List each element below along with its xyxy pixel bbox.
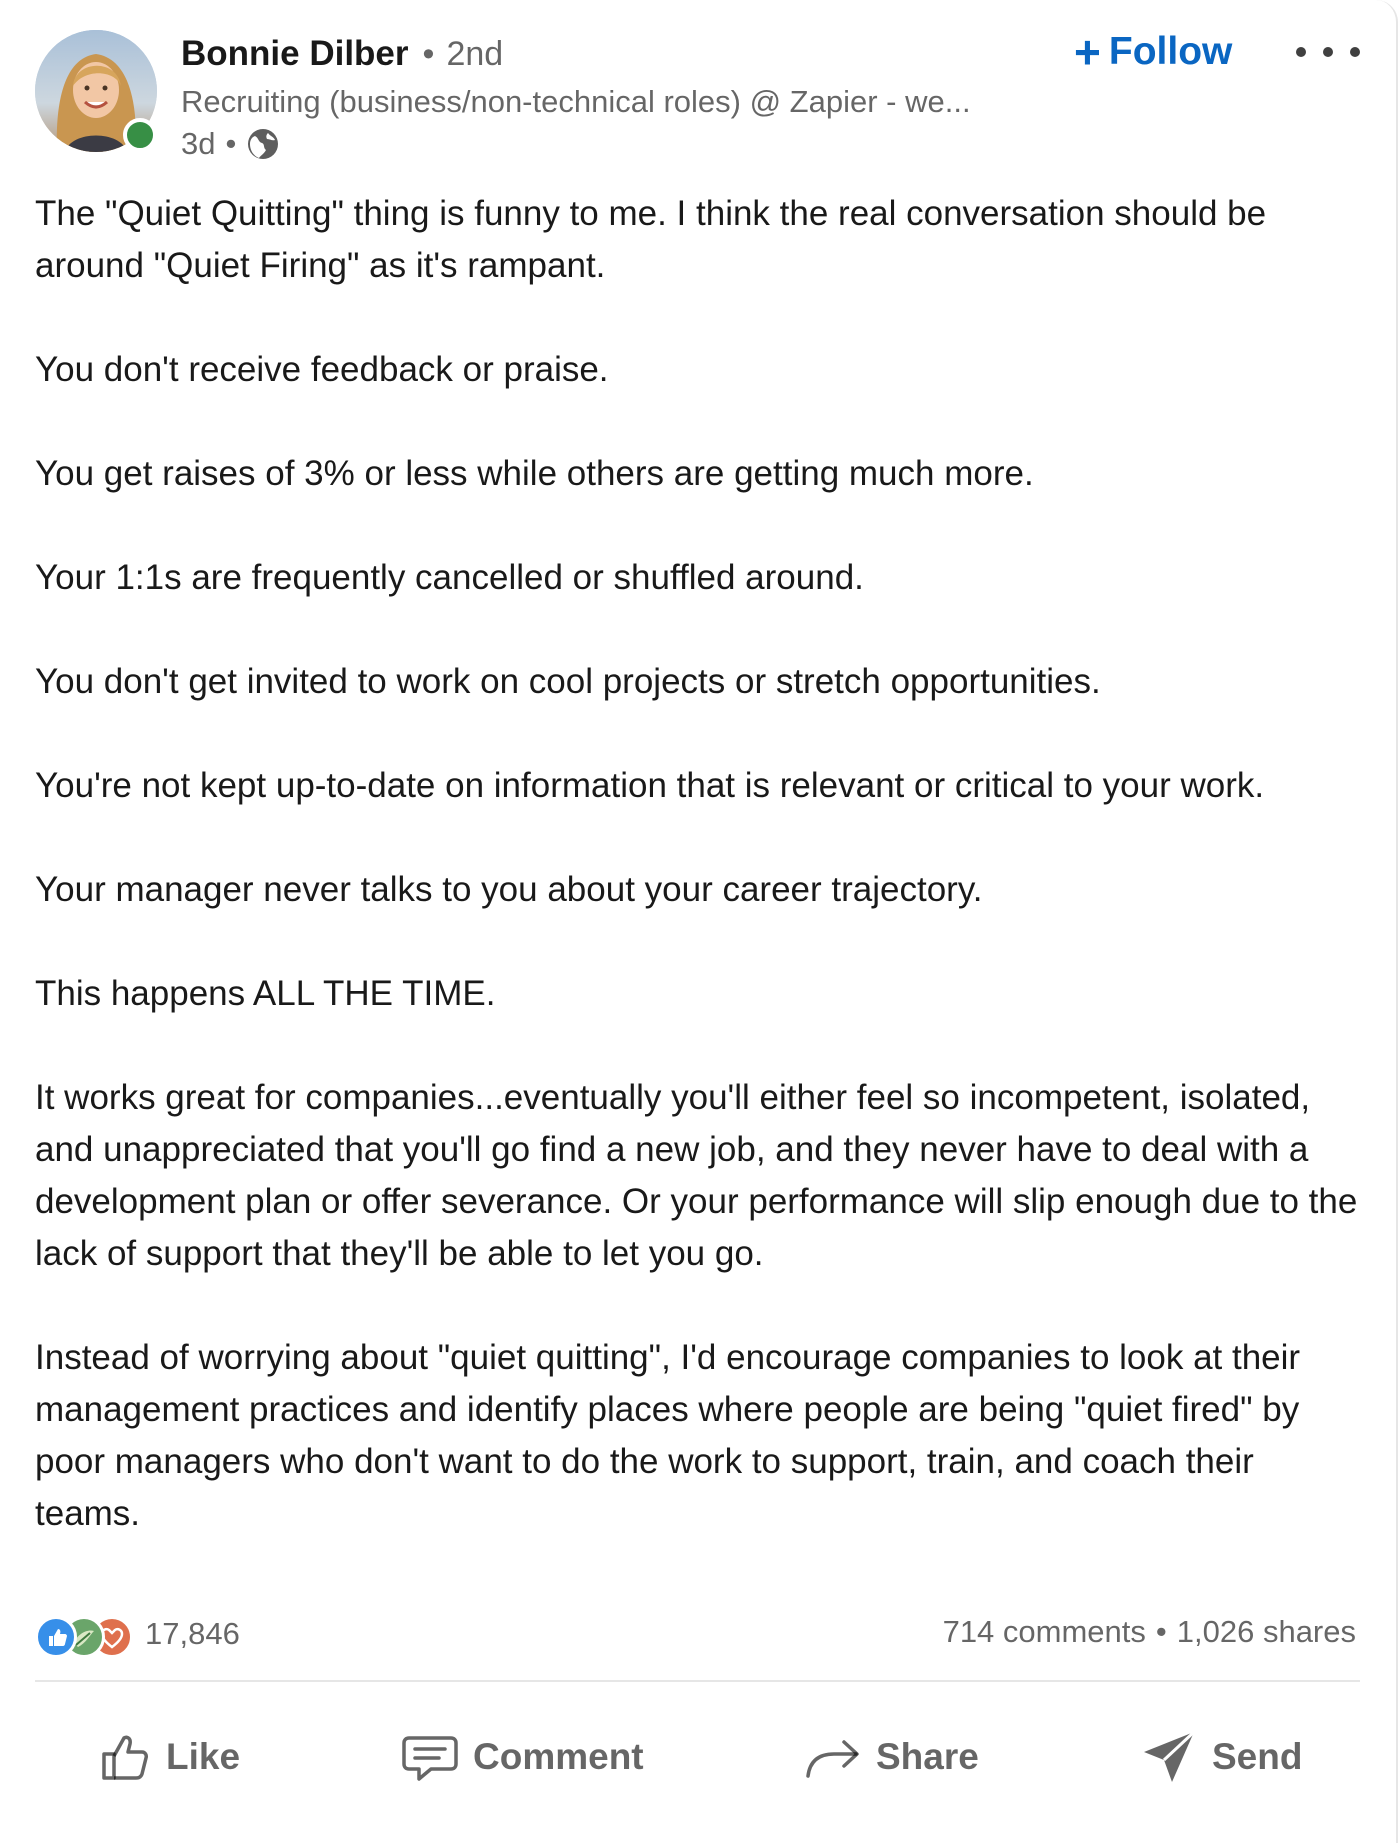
post-text xyxy=(35,188,1365,1540)
reactions-count: 17,846 xyxy=(145,1616,240,1651)
comment-icon xyxy=(401,1730,459,1784)
comments-count-link[interactable]: 714 comments xyxy=(942,1614,1146,1649)
more-options-button[interactable] xyxy=(1296,34,1360,70)
reactions-summary[interactable] xyxy=(35,1612,240,1656)
plus-icon: + xyxy=(1074,26,1101,78)
reaction-icons xyxy=(35,1612,143,1656)
online-status-indicator xyxy=(123,118,157,152)
share-label: Share xyxy=(876,1736,979,1777)
post-paragraph: Your 1:1s are frequently cancelled or shuffled around. xyxy=(35,558,864,597)
author-avatar[interactable] xyxy=(35,30,157,152)
comment-button[interactable] xyxy=(401,1722,644,1792)
send-icon xyxy=(1140,1728,1198,1786)
like-label: Like xyxy=(166,1736,241,1777)
post-paragraph: The "Quiet Quitting" thing is funny to me. I think the real conversation should be around "Quiet Firing" as it's rampant. xyxy=(35,194,1267,285)
like-reaction-icon xyxy=(35,1616,77,1658)
divider xyxy=(35,1680,1360,1682)
share-button[interactable] xyxy=(804,1722,979,1792)
post-time: 3d xyxy=(181,126,216,161)
degree-label: 2nd xyxy=(446,35,504,73)
ellipsis-icon xyxy=(1296,47,1306,57)
send-label: Send xyxy=(1212,1736,1303,1777)
author-line xyxy=(181,34,503,78)
thumbs-up-icon xyxy=(98,1730,152,1784)
author-name[interactable]: Bonnie Dilber xyxy=(181,34,409,73)
share-arrow-icon xyxy=(804,1730,862,1784)
post-meta: 3d • xyxy=(181,126,280,162)
post-paragraph: You get raises of 3% or less while others are getting much more. xyxy=(35,454,1034,493)
like-button[interactable] xyxy=(98,1722,240,1792)
send-button[interactable] xyxy=(1140,1722,1302,1792)
globe-icon xyxy=(246,127,280,161)
author-headline: Recruiting (business/non-technical roles) @ Zapier - we... xyxy=(181,84,971,119)
post-paragraph: Instead of worrying about "quiet quitting", I'd encourage companies to look at their management practices and identify places where people are being "quiet fired" by poor managers who don't want to do the work to support, train, and coach their teams. xyxy=(35,1338,1301,1533)
post-paragraph: You don't receive feedback or praise. xyxy=(35,350,609,389)
connection-degree: • 2nd xyxy=(422,35,504,73)
post-paragraph: You're not kept up-to-date on information that is relevant or critical to your work. xyxy=(35,766,1265,805)
follow-label: Follow xyxy=(1108,30,1233,73)
shares-count-link[interactable]: 1,026 shares xyxy=(1176,1614,1356,1649)
comment-label: Comment xyxy=(473,1736,644,1777)
post-paragraph: This happens ALL THE TIME. xyxy=(35,974,496,1013)
post-paragraph: You don't get invited to work on cool projects or stretch opportunities. xyxy=(35,662,1101,701)
follow-button[interactable] xyxy=(1074,24,1232,80)
social-counts: 714 comments • 1,026 shares xyxy=(942,1614,1356,1649)
post-paragraph: It works great for companies...eventually you'll either feel so incompetent, isolated, and unappreciated that you'll go find a new job, and they never have to deal with a development plan or offer severance. Or your performance will slip enough due to the lack of support that they'll be able to let you go. xyxy=(35,1078,1358,1273)
post-paragraph: Your manager never talks to you about your career trajectory. xyxy=(35,870,983,909)
